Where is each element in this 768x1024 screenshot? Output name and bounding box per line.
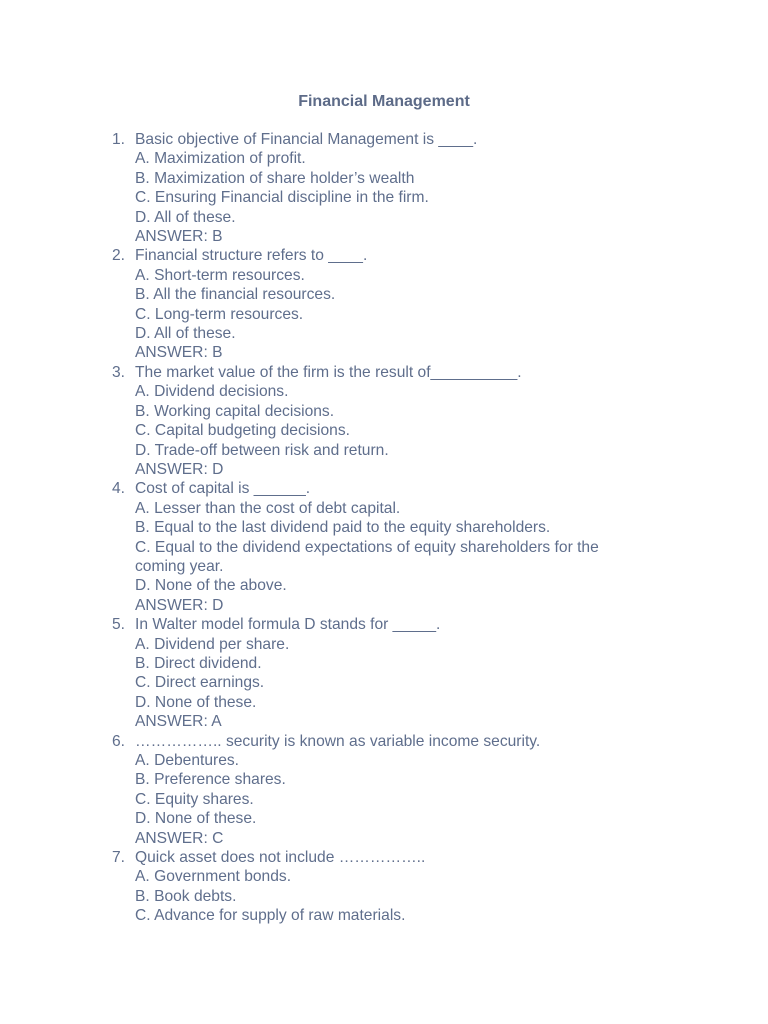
option-line [112, 499, 642, 518]
answer-indent [112, 343, 135, 362]
option-line [112, 693, 642, 712]
question-line [112, 615, 642, 634]
option-indent [112, 266, 135, 285]
option-indent [112, 149, 135, 168]
option-line [112, 635, 642, 654]
option-line [112, 538, 642, 577]
question-number: 2. [112, 247, 126, 265]
question-line [112, 479, 642, 498]
option-text: A. Lesser than the cost of debt capital. [135, 499, 401, 517]
option-line [112, 188, 642, 207]
question-number: 5. [112, 616, 126, 634]
option-indent [112, 654, 135, 673]
option-indent [112, 499, 135, 518]
option-indent [112, 169, 135, 188]
document-title: Financial Management [298, 93, 470, 110]
question-item [112, 363, 642, 479]
option-indent [112, 402, 135, 421]
option-text: A. Dividend decisions. [135, 383, 289, 401]
answer-text: ANSWER: B [135, 228, 223, 246]
option-text: B. Working capital decisions. [135, 402, 335, 420]
question-list [112, 130, 642, 926]
answer-text: ANSWER: D [135, 460, 224, 478]
answer-text: ANSWER: D [135, 596, 224, 614]
option-indent [112, 441, 135, 460]
option-text: A. Debentures. [135, 752, 240, 769]
question-item [112, 848, 642, 926]
option-indent [112, 188, 135, 207]
option-indent [112, 208, 135, 227]
option-indent [112, 324, 135, 343]
option-text: B. Direct dividend. [135, 654, 262, 672]
option-text: A. Dividend per share. [135, 635, 290, 653]
option-text: C. Capital budgeting decisions. [135, 422, 350, 440]
option-indent [112, 867, 135, 886]
option-text: B. All the financial resources. [135, 286, 336, 304]
option-text: B. Preference shares. [135, 771, 286, 789]
option-line [112, 809, 642, 828]
option-text: D. Trade-off between risk and return. [135, 441, 389, 459]
option-text: B. Maximization of share holder’s wealth [135, 169, 415, 187]
answer-text: ANSWER: B [135, 344, 223, 362]
question-number: 3. [112, 363, 126, 381]
option-text: C. Equity shares. [135, 790, 254, 808]
option-indent [112, 673, 135, 692]
option-line [112, 266, 642, 285]
option-indent [112, 421, 135, 440]
question-number: 4. [112, 480, 126, 498]
question-line [112, 246, 642, 265]
option-line [112, 441, 642, 460]
option-line [112, 751, 642, 770]
question-line [112, 732, 642, 751]
option-line [112, 305, 642, 324]
question-text: Quick asset does not include …………….. [135, 849, 426, 867]
option-text: A. Government bonds. [135, 868, 292, 886]
option-indent [112, 285, 135, 304]
option-text: A. Maximization of profit. [135, 150, 306, 168]
option-indent [112, 635, 135, 654]
answer-indent [112, 596, 135, 615]
option-line [112, 208, 642, 227]
question-text: In Walter model formula D stands for _____. [135, 616, 441, 634]
question-item [112, 732, 642, 848]
question-number: 1. [112, 131, 126, 148]
answer-line [112, 829, 642, 848]
option-indent [112, 751, 135, 770]
option-line [112, 421, 642, 440]
answer-indent [112, 712, 135, 731]
option-indent [112, 790, 135, 809]
option-indent [112, 809, 135, 828]
answer-line [112, 460, 642, 479]
option-text: D. None of the above. [135, 577, 287, 595]
option-line [112, 402, 642, 421]
option-line [112, 382, 642, 401]
option-line [112, 576, 642, 595]
question-line [112, 848, 642, 867]
answer-line [112, 227, 642, 246]
option-line [112, 285, 642, 304]
option-line [112, 324, 642, 343]
question-item [112, 130, 642, 246]
option-text: C. Direct earnings. [135, 674, 265, 692]
option-line [112, 673, 642, 692]
question-text: Basic objective of Financial Management is ____. [135, 131, 478, 148]
option-line [112, 654, 642, 673]
option-line [112, 149, 642, 168]
option-text: D. All of these. [135, 208, 236, 226]
answer-indent [112, 460, 135, 479]
question-number: 6. [112, 732, 126, 750]
option-indent [112, 518, 135, 537]
answer-text: ANSWER: A [135, 713, 222, 731]
answer-line [112, 343, 642, 362]
option-text: D. None of these. [135, 810, 257, 828]
answer-line [112, 596, 642, 615]
option-indent [112, 770, 135, 789]
option-text: B. Book debts. [135, 887, 237, 905]
option-text: D. None of these. [135, 693, 257, 711]
option-indent [112, 887, 135, 906]
question-line [112, 130, 642, 149]
option-line [112, 867, 642, 886]
question-text: Financial structure refers to ____. [135, 247, 368, 265]
option-indent [112, 693, 135, 712]
question-item [112, 479, 642, 615]
option-text: C. Equal to the dividend expectations of equity shareholders for the coming year. [135, 538, 599, 575]
answer-line [112, 712, 642, 731]
option-text: A. Short-term resources. [135, 266, 305, 284]
option-indent [112, 576, 135, 595]
question-line [112, 363, 642, 382]
option-indent [112, 382, 135, 401]
question-text: Cost of capital is ______. [135, 480, 311, 498]
option-line [112, 169, 642, 188]
option-line [112, 887, 642, 906]
answer-indent [112, 829, 135, 848]
option-line [112, 790, 642, 809]
option-line [112, 906, 642, 925]
option-line [112, 770, 642, 789]
question-item [112, 246, 642, 362]
option-text: D. All of these. [135, 325, 236, 343]
question-number: 7. [112, 849, 126, 867]
question-item [112, 615, 642, 731]
answer-indent [112, 227, 135, 246]
option-indent [112, 305, 135, 324]
question-text: The market value of the firm is the result of__________. [135, 363, 522, 381]
question-text: …………….. security is known as variable income security. [135, 732, 541, 750]
option-text: C. Advance for supply of raw materials. [135, 907, 406, 925]
answer-text: ANSWER: C [135, 829, 224, 847]
option-text: B. Equal to the last dividend paid to the equity shareholders. [135, 519, 551, 537]
option-indent [112, 906, 135, 925]
option-text: C. Ensuring Financial discipline in the firm. [135, 189, 429, 207]
option-text: C. Long-term resources. [135, 305, 304, 323]
option-line [112, 518, 642, 537]
option-indent [112, 538, 135, 577]
